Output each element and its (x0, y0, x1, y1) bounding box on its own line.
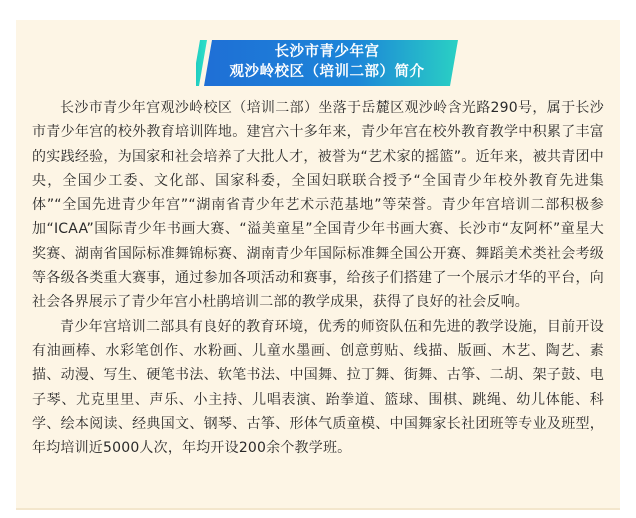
banner-title (196, 36, 458, 88)
paragraph-courses: 青少年宫培训二部具有良好的教育环境，优秀的师资队伍和先进的教学设施，目前开设有油画棒、水彩笔创作、水粉画、儿童水墨画、创意剪贴、线描、版画、木艺、陶艺、素描、动漫、写生、硬笔书法、软笔书法、中国舞、拉丁舞、街舞、古筝、二胡、架子鼓、电子琴、尤克里里、声乐、小主持、儿唱表演、跆拳道、篮球、围棋、跳绳、幼儿体能、科学、绘本阅读、经典国文、钢琴、古筝、形体气质童模、中国舞家长社团班等专业及班型，年均培训近5000人次，年均开设200余个教学班。 (32, 318, 604, 457)
title-line-1: 长沙市青少年宫 (274, 44, 380, 60)
paragraph-intro: 长沙市青少年宫观沙岭校区（培训二部）坐落于岳麓区观沙岭含光路290号，属于长沙市青少年宫的校外教育培训阵地。建宫六十多年来，青少年宫在校外教育教学中积累了丰富的实践经验，为国家和社会培养了大批人才，被誉为“艺术家的摇篮”。近年来，被共青团中央，全国少工委、文化部、国家科委，全国妇联联合授予“全国青少年校外教育先进集体”“全国先进青少年宫”“湖南省青少年艺术示范基地”等荣誉。青少年宫培训二部积极参加“ICAA”国际青少年书画大赛、“溢美童星”全国青少年书画大赛、长沙市“友阿杯”童星大奖赛、湖南省国际标准舞锦标赛、湖南青少年国际标准舞全国公开赛、舞蹈美术类社会考级等各级各类重大赛事，通过参加各项活动和赛事，给孩子们搭建了一个展示才华的平台，向社会各界展示了青少年宫小杜鹃培训二部的教学成果，获得了良好的社会反响。 (32, 100, 604, 311)
article-body (32, 96, 604, 460)
title-line-2: 观沙岭校区（培训二部）简介 (229, 64, 425, 80)
card-divider (16, 508, 620, 510)
title-banner (196, 36, 458, 88)
